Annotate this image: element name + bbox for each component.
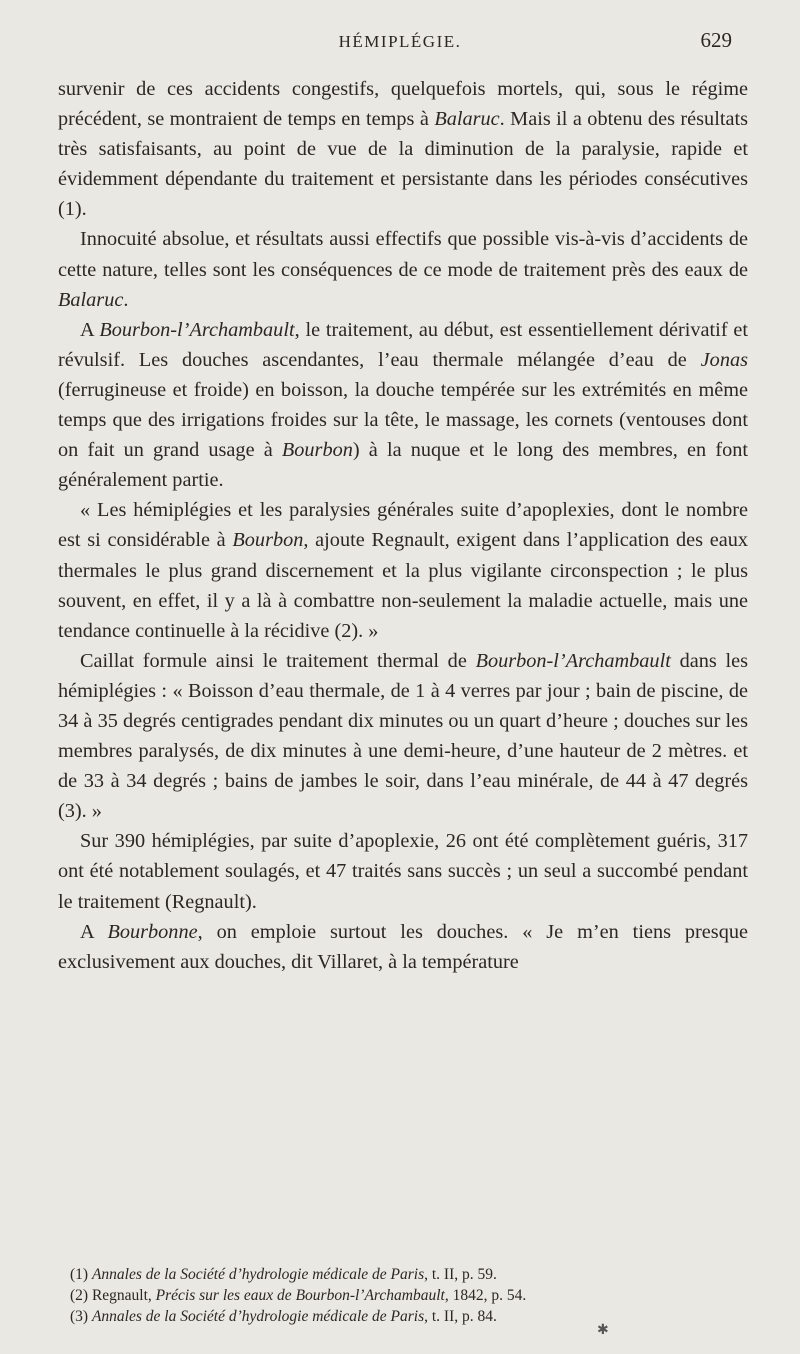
footnote [70, 1285, 750, 1306]
text-run: « Les hémiplégies et les paralysies générales suite d’apoplexies, dont le nombre est si considérable à [58, 499, 748, 552]
italic-text-run: Balaruc [58, 288, 124, 311]
text-run: Innocuité absolue, et résultats aussi effectifs que possible vis-à-vis d’accidents de cette nature, telles sont les conséquences de ce mode de traitement près des eaux de [58, 228, 748, 281]
running-title: HÉMIPLÉGIE. [338, 32, 462, 51]
paragraph [58, 917, 748, 977]
footnotes [70, 1264, 750, 1327]
page-header [0, 28, 800, 58]
paragraph [58, 74, 748, 224]
italic-text-run: Précis sur les eaux de Bourbon-l’Archambault [155, 1287, 445, 1304]
paragraph [58, 315, 748, 496]
page-number: 629 [700, 28, 732, 52]
italic-text-run: Jonas [700, 348, 748, 371]
text-run: (1) [70, 1266, 92, 1283]
text-run: Caillat formule ainsi le traitement thermal de [80, 649, 476, 672]
text-run: (ferrugineuse et froide) en boisson, la douche tempérée sur les extrémités en même temps que des irrigations froides sur la tête, le massage, les cornets (ventouses dont on fait un grand usage à [58, 378, 748, 462]
page-mark: ✱ [597, 1323, 609, 1338]
footnote [70, 1264, 750, 1285]
text-run: , 1842, p. 54. [444, 1287, 527, 1304]
italic-text-run: Annales de la Société d’hydrologie médicale de Paris [91, 1266, 425, 1283]
italic-text-run: Bourbon-l’Archambault [99, 318, 295, 341]
italic-text-run: Bourbon [232, 529, 304, 552]
italic-text-run: Bourbon-l’Archambault [475, 649, 671, 672]
text-run: , t. II, p. 84. [424, 1308, 497, 1325]
paragraph [58, 495, 748, 645]
text-run: , t. II, p. 59. [424, 1266, 497, 1283]
text-run: survenir de ces accidents congestifs, quelquefois mortels, qui, sous le régime précédent, se montraient de temps en temps à [58, 78, 748, 131]
text-run: A [80, 920, 108, 943]
text-run: A [80, 318, 100, 341]
paragraph [58, 646, 748, 827]
italic-text-run: Bourbon [281, 439, 353, 462]
text-run: (3) [70, 1308, 92, 1325]
text-run: ) à la nuque et le long des membres, en font généralement partie. [58, 439, 748, 492]
text-run: , on emploie surtout les douches. « Je m’en tiens presque exclusivement aux douches, dit Villaret, à la température [58, 920, 748, 973]
text-run: . Mais il a obtenu des résultats très satisfaisants, au point de vue de la diminution de la paralysie, rapide et évidemment dépendante du traitement et persistante dans les périodes consécutives (1). [58, 108, 748, 221]
footnote [70, 1306, 750, 1327]
italic-text-run: Annales de la Société d’hydrologie médicale de Paris [91, 1308, 425, 1325]
italic-text-run: Bourbonne [107, 920, 198, 943]
text-run: dans les hémiplégies : « Boisson d’eau thermale, de 1 à 4 verres par jour ; bain de piscine, de 34 à 35 degrés centigrades pendant dix minutes ou un quart d’heure ; douches sur les membres paralysés, de dix minutes à une demi-heure, d’une hauteur de 2 mètres. et de 33 à 34 degrés ; bains de jambes le soir, dans l’eau minérale, de 44 à 47 degrés (3). » [58, 649, 748, 823]
text-run: , le traitement, au début, est essentiellement dérivatif et révulsif. Les douches ascendantes, l’eau thermale mélangée d’eau de [58, 318, 748, 371]
text-run: Sur 390 hémiplégies, par suite d’apoplexie, 26 ont été complètement guéris, 317 ont été notablement soulagés, et 47 traités sans succès ; un seul a succombé pendant le traitement (Regnault). [58, 830, 748, 913]
text-run: , ajoute Regnault, exigent dans l’application des eaux thermales le plus grand discernement et la plus vigilante circonspection ; le plus souvent, en effet, il y a là à combattre non-seulement la maladie actuelle, mais une tendance continuelle à la récidive (2). » [58, 529, 748, 642]
italic-text-run: Balaruc [434, 108, 500, 131]
text-run: (2) Regnault, [70, 1287, 156, 1304]
body-text [58, 74, 748, 977]
paragraph [58, 224, 748, 314]
text-run: . [123, 288, 129, 311]
paragraph [58, 826, 748, 916]
